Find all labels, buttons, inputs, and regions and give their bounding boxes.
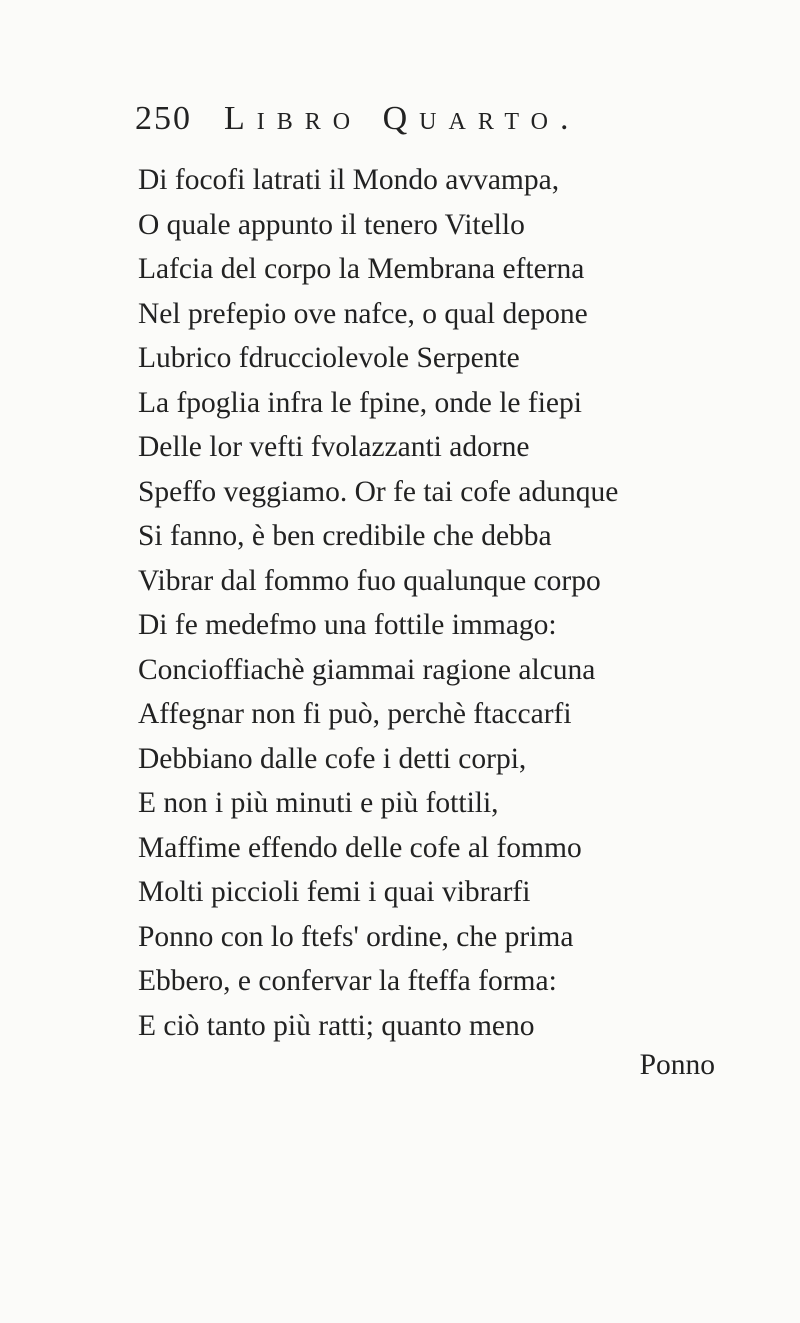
verse-line: Debbiano dalle cofe i detti corpi, (138, 742, 527, 775)
catchword: Ponno (639, 1049, 715, 1081)
verse-line: Speffo veggiamo. Or fe tai cofe adunque (138, 475, 619, 508)
verse-line: Di focofi latrati il Mondo avvampa, (138, 164, 560, 196)
verse-line: O quale appunto il tenero Vitello (138, 208, 525, 241)
verse-line: Vibrar dal fommo fuo qualunque corpo (138, 564, 601, 597)
verse-line: Si fanno, è ben credibile che debba (138, 520, 552, 552)
verse-line: Nel prefepio ove nafce, o qual depone (138, 297, 588, 330)
verse-line: Delle lor vefti fvolazzanti adorne (138, 431, 530, 463)
verse-line: Lafcia del corpo la Membrana efterna (138, 253, 585, 285)
verse-line: Ebbero, e confervar la fteffa forma: (138, 965, 557, 997)
page-header (135, 100, 580, 138)
verse-line: Affegnar non fi può, perchè ftaccarfi (138, 698, 572, 730)
running-head: Libro Quarto. (224, 100, 581, 137)
verse-block (138, 158, 618, 1048)
verse-line: E ciò tanto più ratti; quanto meno (138, 1009, 535, 1042)
page-number: 250 (135, 100, 192, 137)
verse-line: Molti piccioli femi i quai vibrarfi (138, 876, 531, 908)
verse-line: E non i più minuti e più fottili, (138, 787, 499, 819)
verse-line: Maffime effendo delle cofe al fommo (138, 831, 582, 864)
verse-line: Di fe medefmo una fottile immago: (138, 609, 557, 641)
verse-line: Concioffiachè giammai ragione alcuna (138, 653, 596, 686)
verse-line: Ponno con lo ftefs' ordine, che prima (138, 920, 574, 953)
verse-line: La fpoglia infra le fpine, onde le fiepi (138, 386, 582, 419)
verse-line: Lubrico fdrucciolevole Serpente (138, 342, 520, 374)
